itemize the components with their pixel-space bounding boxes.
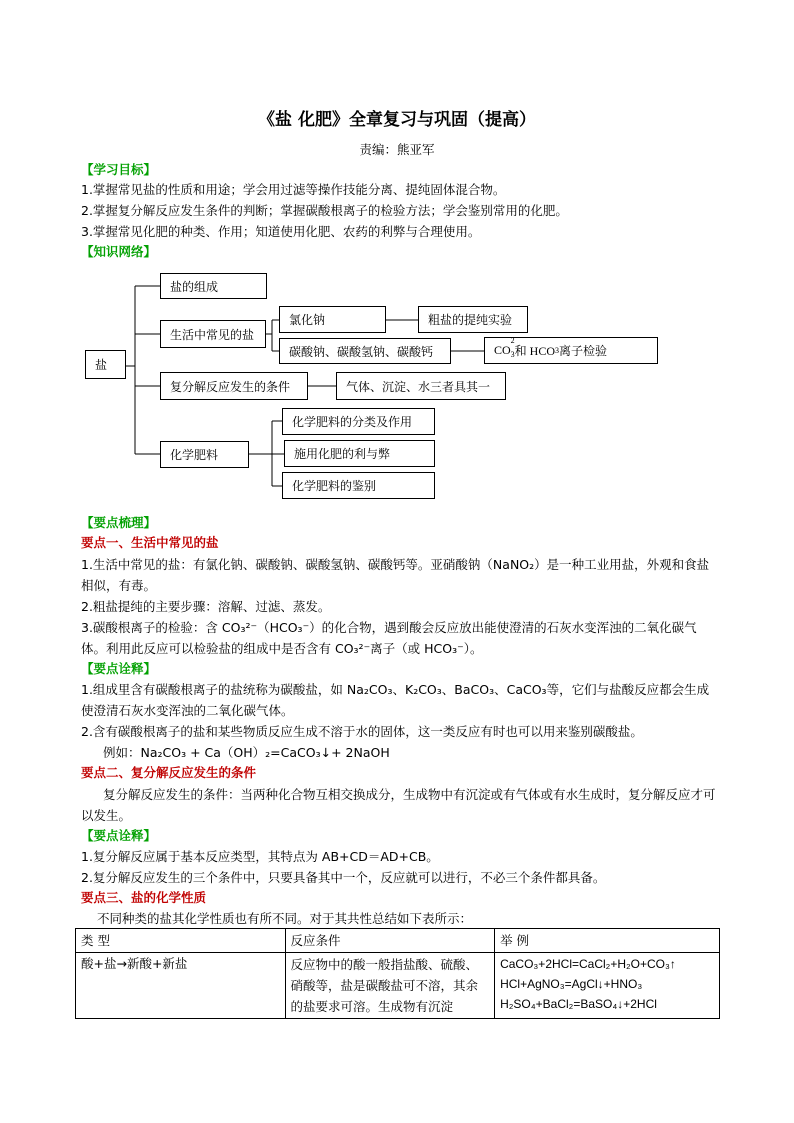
node-label: 化学肥料的分类及作用 [292, 415, 413, 429]
node-label: 生活中常见的盐 [170, 327, 255, 342]
node-label: 氯化钠 [289, 313, 326, 327]
key-point-3-line: 不同种类的盐其化学性质也有所不同。对于其共性总结如下表所示： [97, 911, 473, 926]
node-label: 复分解反应发生的条件 [170, 379, 291, 394]
key-point-3-title: 要点三、盐的化学性质 [81, 890, 207, 905]
network-node-crude-salt-purification [418, 306, 528, 333]
network-node-fertilizer-pros-cons [284, 440, 435, 467]
table-header-row [76, 929, 720, 953]
explanation-1-line: 2.含有碳酸根离子的盐和某些物质反应生成不溶于水的固体，这一类反应有时也可以用来鉴别碳酸盐。 [81, 724, 643, 739]
explanation-2-line: 1.复分解反应属于基本反应类型，其特点为 AB+CD＝AD+CB。 [81, 849, 439, 864]
key-point-1-line: 2.粗盐提纯的主要步骤：溶解、过滤、蒸发。 [81, 599, 331, 614]
node-label: 离子检验 [559, 344, 608, 358]
salt-properties-table [75, 928, 720, 1019]
network-root-box [85, 350, 126, 379]
goal-item: 2.掌握复分解反应发生条件的判断；掌握碳酸根离子的检验方法；学会鉴别常用的化肥。 [81, 203, 568, 218]
explanation-1-line: 1.组成里含有碳酸根离子的盐统称为碳酸盐，如 Na₂CO₃、K₂CO₃、BaCO₃、CaCO₃等，它们与盐酸反应都会生成使澄清石灰水变浑浊的二氧化碳气体。 [81, 682, 710, 718]
section-knowledge-network: 【知识网络】 [81, 244, 157, 259]
network-node-fertilizers [160, 441, 249, 468]
node-label: 化学肥料的鉴别 [292, 479, 377, 493]
table-header: 举 例 [495, 929, 720, 953]
superscript: 2 [510, 335, 515, 345]
network-node-fertilizer-classification [282, 408, 435, 435]
explanation-1-example: 例如：Na₂CO₃ + Ca（OH）₂=CaCO₃↓+ 2NaOH [103, 745, 390, 760]
equation: H₂SO₄+BaCl₂=BaSO₄↓+2HCl [500, 997, 657, 1011]
explanation-2-line: 2.复分解反应发生的三个条件中，只要具备其中一个，反应就可以进行，不必三个条件都具备。 [81, 870, 606, 885]
network-node-double-decomposition [160, 372, 308, 400]
key-point-1-line: 3.碳酸根离子的检验：含 CO₃²⁻（HCO₃⁻）的化合物，遇到酸会反应放出能使澄清的石灰水变浑浊的二氧化碳气体。利用此反应可以检验盐的组成中是否含有 CO₃²⁻离子（或 HCO₃⁻）。 [81, 620, 697, 656]
goal-item: 3.掌握常见化肥的种类、作用；知道使用化肥、农药的利弊与合理使用。 [81, 224, 481, 239]
network-node-carbonates [279, 338, 451, 364]
page-title: 《盐 化肥》全章复习与巩固（提高） [258, 110, 536, 130]
node-label: CO [494, 343, 511, 357]
network-root-label: 盐 [95, 358, 108, 372]
subscript: 3 [510, 349, 515, 359]
section-key-points: 【要点梳理】 [81, 515, 157, 530]
key-point-1-title: 要点一、生活中常见的盐 [81, 535, 219, 550]
node-label: 施用化肥的利与弊 [294, 447, 391, 461]
table-row [76, 953, 720, 1019]
node-label: 碳酸钠、碳酸氢钠、碳酸钙 [289, 344, 434, 359]
equation: HCl+AgNO₃=AgCl↓+HNO₃ [500, 977, 643, 991]
key-point-1-line: 1.生活中常见的盐：有氯化钠、碳酸钠、碳酸氢钠、碳酸钙等。亚硝酸钠（NaNO₂）是一种工业用盐，外观和食盐相似，有毒。 [81, 557, 710, 593]
key-point-2-title: 要点二、复分解反应发生的条件 [81, 765, 257, 780]
explanation-2-title: 【要点诠释】 [81, 828, 157, 843]
network-node-sodium-chloride [279, 306, 386, 333]
node-label: 化学肥料 [170, 448, 219, 462]
node-label: 和 HCO [514, 344, 556, 358]
editor-line: 责编：熊亚军 [359, 142, 435, 157]
section-learning-goals: 【学习目标】 [81, 162, 157, 177]
network-node-salt-composition [160, 273, 267, 299]
table-cell-type: 酸+盐→新酸+新盐 [76, 953, 286, 1019]
network-node-common-salts [160, 320, 266, 348]
key-point-2-line: 复分解反应发生的条件：当两种化合物互相交换成分，生成物中有沉淀或有气体或有水生成时，复分解反应才可以发生。 [81, 787, 716, 823]
explanation-1-title: 【要点诠释】 [81, 661, 157, 676]
node-label: 盐的组成 [170, 279, 219, 294]
table-cell-examples [495, 953, 720, 1019]
equation: CaCO₃+2HCl=CaCl₂+H₂O+CO₃↑ [500, 957, 676, 971]
network-node-ion-test [484, 337, 658, 364]
table-header: 反应条件 [285, 929, 495, 953]
table-header: 类 型 [76, 929, 286, 953]
network-node-fertilizer-identification [282, 472, 435, 499]
node-label: 粗盐的提纯实验 [428, 313, 513, 327]
subscript: 3 [555, 346, 560, 355]
goal-item: 1.掌握常见盐的性质和用途；学会用过滤等操作技能分离、提纯固体混合物。 [81, 182, 506, 197]
table-cell-condition: 反应物中的酸一般指盐酸、硫酸、硝酸等，盐是碳酸盐可不溶，其余的盐要求可溶。生成物有沉淀 [285, 953, 495, 1019]
node-label: 气体、沉淀、水三者具其一 [346, 379, 491, 394]
network-node-gas-precipitate-water [336, 372, 506, 400]
